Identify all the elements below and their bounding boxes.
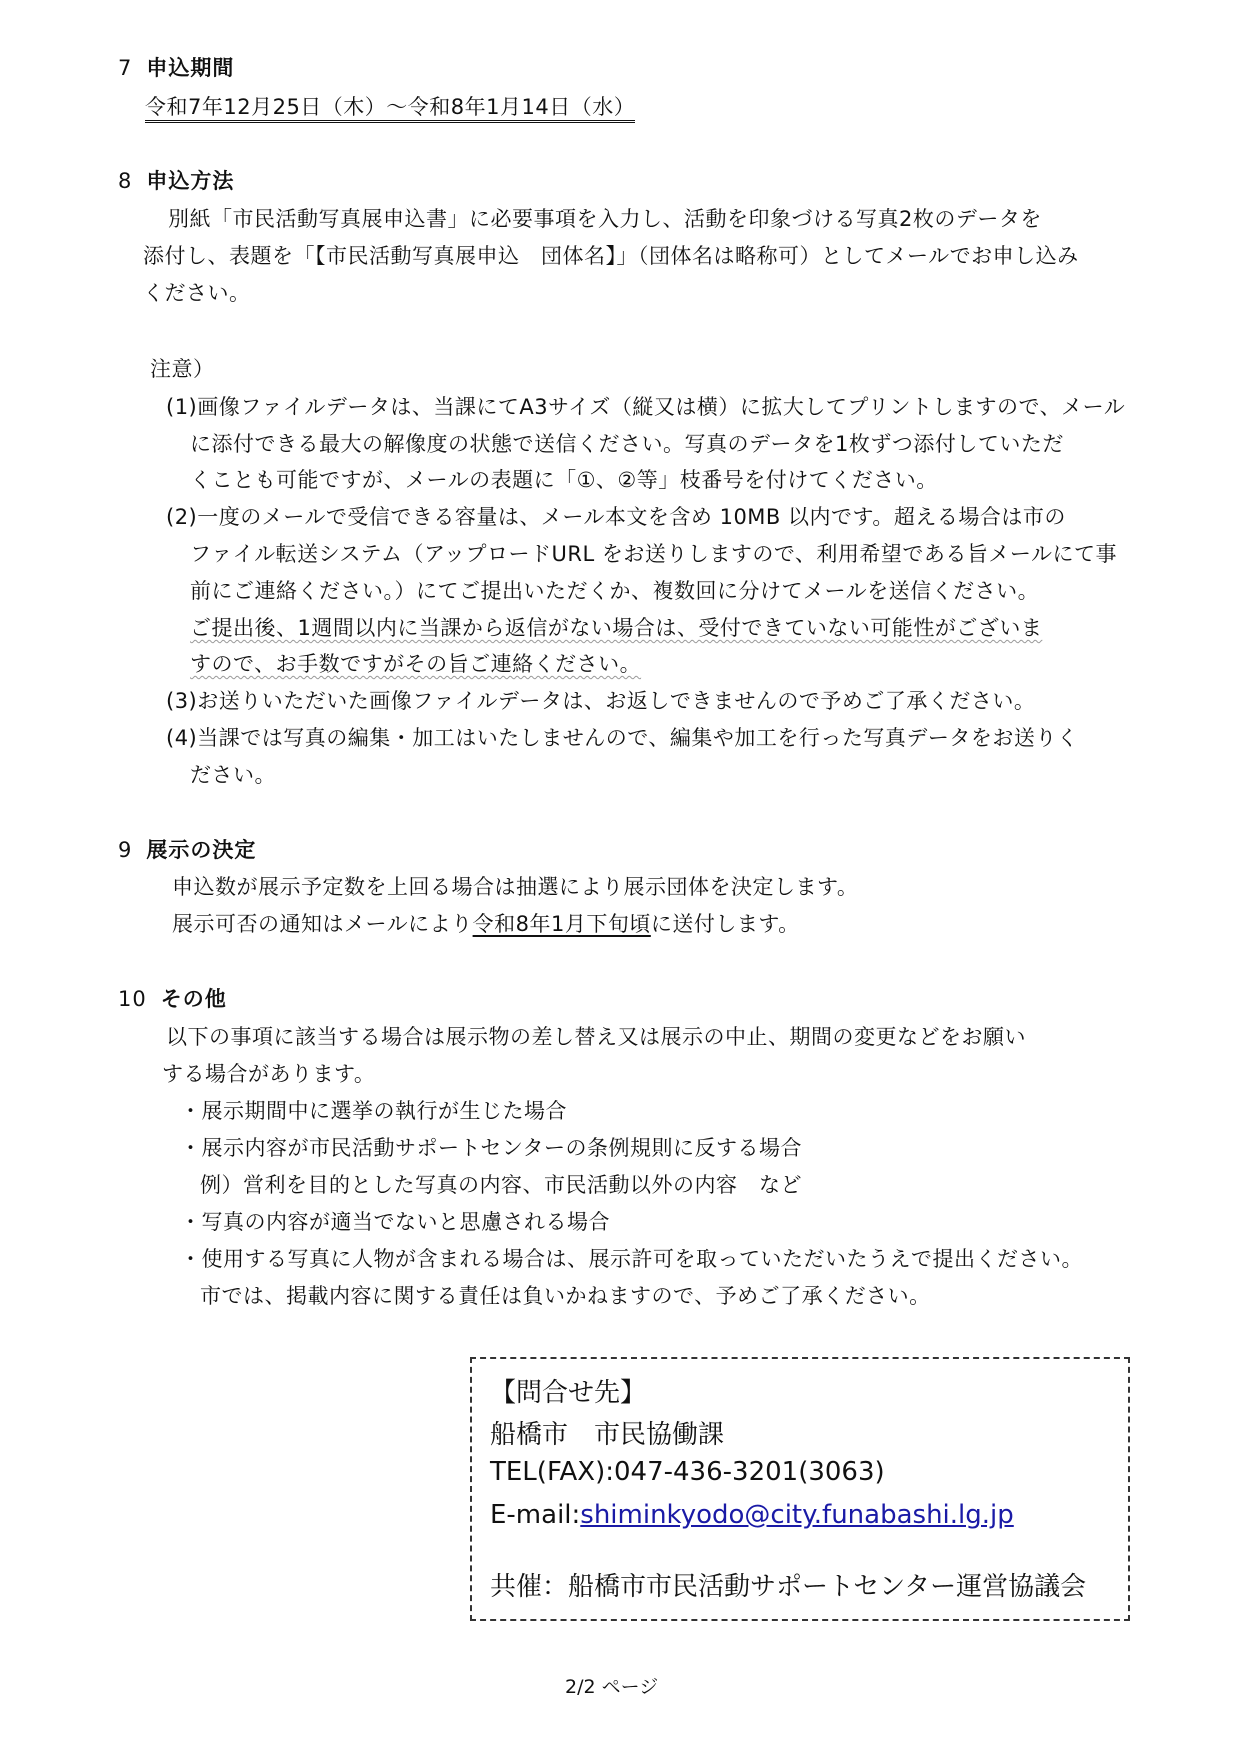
note-4-line: ださい。: [190, 763, 276, 787]
note-3-line: (3)お送りいただいた画像ファイルデータは、お返しできませんので予めご了承ください。: [166, 689, 1036, 713]
other-bullet-continuation: 市では、掲載内容に関する責任は負いかねますので、予めご了承ください。: [200, 1284, 931, 1308]
section-title: 展示の決定: [146, 838, 257, 862]
contact-organization: 船橋市 市民協働課: [490, 1420, 725, 1450]
section-number: 8: [118, 169, 133, 193]
method-para-line: ください。: [143, 281, 251, 305]
contact-email-row: [490, 1500, 1014, 1530]
note-label: 注意）: [150, 357, 215, 381]
section-8-heading: [118, 165, 234, 195]
email-label: E-mail:: [490, 1500, 581, 1530]
other-bullet-example: 例）営利を目的とした写真の内容、市民活動以外の内容 など: [200, 1173, 802, 1197]
section-number: 10: [118, 987, 147, 1011]
method-para-line: 添付し、表題を「【市民活動写真展申込 団体名】」（団体名は略称可）としてメールでお申し込み: [143, 244, 1079, 268]
note-1-line: (1)画像ファイルデータは、当課にてA3サイズ（縦又は横）に拡大してプリントしますので、メール: [166, 395, 1126, 419]
section-7-heading: [118, 52, 234, 82]
application-period: 令和7年12月25日（木）～令和8年1月14日（水）: [145, 91, 635, 121]
note-2-line: ファイル転送システム（アップロードURL をお送りしますので、利用希望である旨メールにて事: [190, 542, 1118, 566]
section-10-heading: [118, 983, 227, 1013]
note-1-line: くことも可能ですが、メールの表題に「①、②等」枝番号を付けてください。: [190, 468, 938, 492]
other-bullet: ・展示内容が市民活動サポートセンターの条例規則に反する場合: [180, 1136, 803, 1160]
page-number: 2/2 ページ: [565, 1676, 659, 1698]
note-2-line: (2)一度のメールで受信できる容量は、メール本文を含め 10MB 以内です。超える場合は市の: [166, 505, 1066, 529]
notification-date: 令和8年1月下旬頃: [472, 912, 651, 936]
section-title: その他: [160, 987, 227, 1011]
other-bullet: ・展示期間中に選挙の執行が生じた場合: [180, 1099, 567, 1123]
decision-line-1: 申込数が展示予定数を上回る場合は抽選により展示団体を決定します。: [172, 875, 859, 899]
other-intro-line: する場合があります。: [162, 1062, 376, 1086]
note-2-line: 前にご連絡ください。）にてご提出いただくか、複数回に分けてメールを送信ください。: [190, 579, 1040, 603]
contact-label: 【問合せ先】: [490, 1378, 647, 1408]
section-title: 申込方法: [146, 169, 235, 193]
section-number: 9: [118, 838, 133, 862]
note-4-line: (4)当課では写真の編集・加工はいたしませんので、編集や加工を行った写真データをお送りく: [166, 726, 1079, 750]
contact-phone: TEL(FAX):047-436-3201(3063): [490, 1457, 885, 1487]
note-2-line-emphasis: すので、お手数ですがその旨ご連絡ください。: [190, 652, 642, 676]
section-number: 7: [118, 56, 133, 80]
contact-cohost: 共催：船橋市市民活動サポートセンター運営協議会: [490, 1572, 1087, 1602]
contact-box: [470, 1357, 1130, 1621]
note-1-line: に添付できる最大の解像度の状態で送信ください。写真のデータを1枚ずつ添付していただ: [190, 432, 1064, 456]
other-bullet: ・写真の内容が適当でないと思慮される場合: [180, 1210, 610, 1234]
email-link[interactable]: shiminkyodo@city.funabashi.lg.jp: [580, 1500, 1014, 1530]
other-bullet: ・使用する写真に人物が含まれる場合は、展示許可を取っていただいたうえで提出ください。: [180, 1247, 1083, 1271]
decision-line-2: 展示可否の通知はメールにより令和8年1月下旬頃に送付します。: [172, 912, 800, 936]
other-intro-line: 以下の事項に該当する場合は展示物の差し替え又は展示の中止、期間の変更などをお願い: [166, 1025, 1026, 1049]
note-2-line-emphasis: ご提出後、1週間以内に当課から返信がない場合は、受付できていない可能性がございま: [190, 616, 1043, 640]
section-9-heading: [118, 834, 256, 864]
method-para-line: 別紙「市民活動写真展申込書」に必要事項を入力し、活動を印象づける写真2枚のデータを: [168, 207, 1042, 231]
section-title: 申込期間: [146, 56, 235, 80]
